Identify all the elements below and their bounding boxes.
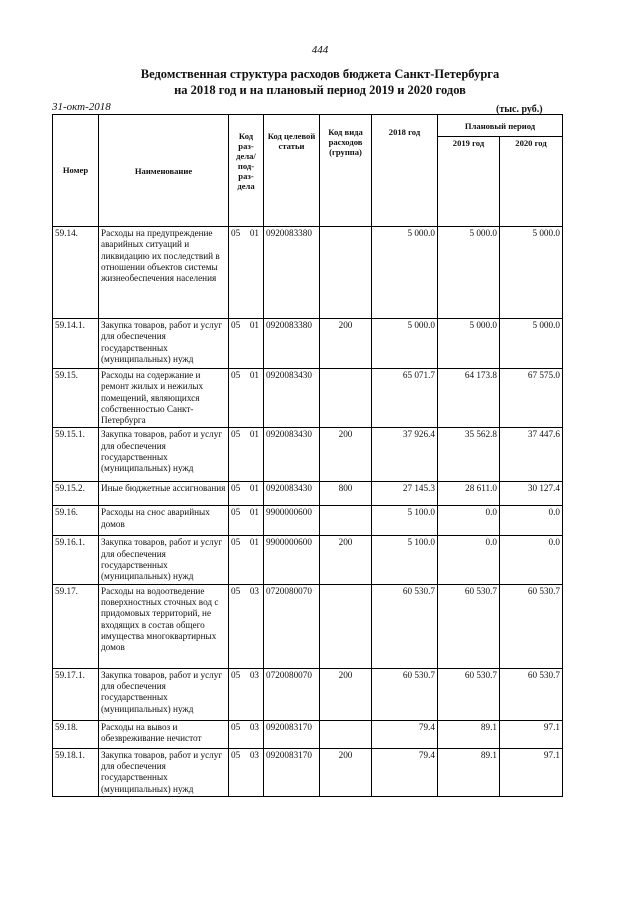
row-expense-type: 800 [320, 482, 372, 506]
table-row [53, 668, 563, 720]
row-section-code: 05 [231, 429, 241, 440]
row-target: 0920083380 [264, 227, 320, 319]
row-2019: 89.1 [438, 748, 500, 796]
row-target: 0920083430 [264, 482, 320, 506]
row-section-code: 05 [231, 507, 241, 518]
page-title [0, 66, 640, 98]
row-name: Закупка товаров, работ и услуг для обеспечения государственных (муниципальных) нужд [99, 748, 229, 796]
row-name: Закупка товаров, работ и услуг для обеспечения государственных (муниципальных) нужд [99, 536, 229, 584]
row-target: 0720080070 [264, 668, 320, 720]
row-name: Расходы на вывоз и обезвреживание нечистот [99, 720, 229, 748]
row-section [229, 506, 264, 536]
row-2019: 28 611.0 [438, 482, 500, 506]
row-2018: 60 530.7 [372, 668, 438, 720]
row-number: 59.16.1. [53, 536, 99, 584]
row-2020: 5 000.0 [500, 319, 563, 369]
title-line-1: Ведомственная структура расходов бюджета Санкт-Петербурга [140, 67, 500, 81]
row-2018: 5 100.0 [372, 506, 438, 536]
row-2020: 67 575.0 [500, 369, 563, 428]
row-2019: 60 530.7 [438, 584, 500, 668]
row-expense-type: 200 [320, 428, 372, 482]
row-2018: 65 071.7 [372, 369, 438, 428]
row-expense-type [320, 506, 372, 536]
row-target: 9900000600 [264, 506, 320, 536]
row-subsection-code: 03 [249, 721, 259, 732]
row-subsection-code: 03 [249, 585, 259, 596]
row-name: Расходы на водоотведение поверхностных сточных вод с придомовых территорий, не входящих в состав общего имущества многоквартирных домов [99, 584, 229, 668]
row-expense-type [320, 720, 372, 748]
row-name: Закупка товаров, работ и услуг для обеспечения государственных (муниципальных) нужд [99, 428, 229, 482]
row-name: Закупка товаров, работ и услуг для обеспечения государственных (муниципальных) нужд [99, 319, 229, 369]
row-2019: 0.0 [438, 506, 500, 536]
row-number: 59.14.1. [53, 319, 99, 369]
row-subsection-code: 03 [249, 669, 259, 680]
row-section [229, 319, 264, 369]
budget-table [52, 114, 563, 797]
header-2019: 2019 год [438, 137, 500, 227]
row-section [229, 482, 264, 506]
row-number: 59.15. [53, 369, 99, 428]
row-section [229, 720, 264, 748]
table-row [53, 428, 563, 482]
row-2019: 0.0 [438, 536, 500, 584]
row-2018: 5 100.0 [372, 536, 438, 584]
header-section: Код раз-дела/ под-раз-дела [229, 115, 264, 227]
row-expense-type [320, 584, 372, 668]
header-target: Код целевой статьи [264, 115, 320, 227]
header-2020: 2020 год [500, 137, 563, 227]
row-2019: 60 530.7 [438, 668, 500, 720]
row-name: Расходы на предупреждение аварийных ситуаций и ликвидацию их последствий в отношении объектов системы жизнеобеспечения населения [99, 227, 229, 319]
row-2020: 37 447.6 [500, 428, 563, 482]
row-section-code: 05 [231, 721, 241, 732]
row-2020: 5 000.0 [500, 227, 563, 319]
row-2020: 0.0 [500, 536, 563, 584]
row-2018: 5 000.0 [372, 319, 438, 369]
page-number: 444 [311, 44, 329, 56]
row-subsection-code: 01 [249, 228, 259, 238]
header-2018: 2018 год [372, 115, 438, 227]
row-target: 0920083430 [264, 369, 320, 428]
header-name: Наименование [99, 115, 229, 227]
row-2018: 37 926.4 [372, 428, 438, 482]
table-row [53, 748, 563, 796]
table-row [53, 720, 563, 748]
row-expense-type: 200 [320, 668, 372, 720]
row-section-code: 05 [231, 320, 241, 330]
row-number: 59.15.2. [53, 482, 99, 506]
table-row [53, 319, 563, 369]
row-2018: 5 000.0 [372, 227, 438, 319]
row-2018: 79.4 [372, 720, 438, 748]
row-section-code: 05 [231, 370, 241, 380]
row-number: 59.18. [53, 720, 99, 748]
header-number: Номер [53, 115, 99, 227]
row-expense-type [320, 227, 372, 319]
row-number: 59.17.1. [53, 668, 99, 720]
row-2019: 89.1 [438, 720, 500, 748]
row-section-code: 05 [231, 669, 241, 680]
row-section [229, 428, 264, 482]
row-number: 59.15.1. [53, 428, 99, 482]
row-2018: 79.4 [372, 748, 438, 796]
row-2020: 60 530.7 [500, 668, 563, 720]
row-number: 59.14. [53, 227, 99, 319]
row-section-code: 05 [231, 585, 241, 596]
table-row [53, 536, 563, 584]
row-target: 0920083170 [264, 748, 320, 796]
row-subsection-code: 03 [249, 749, 259, 760]
row-section-code: 05 [231, 483, 241, 494]
row-expense-type [320, 369, 372, 428]
row-target: 0920083430 [264, 428, 320, 482]
row-target: 9900000600 [264, 536, 320, 584]
row-2018: 60 530.7 [372, 584, 438, 668]
row-2019: 5 000.0 [438, 319, 500, 369]
row-target: 0720080070 [264, 584, 320, 668]
report-date: 31-окт-2018 [52, 101, 111, 113]
header-planned-period: Плановый период [438, 115, 563, 137]
row-section [229, 748, 264, 796]
row-subsection-code: 01 [249, 429, 259, 440]
row-2020: 60 530.7 [500, 584, 563, 668]
row-2019: 64 173.8 [438, 369, 500, 428]
row-subsection-code: 01 [249, 507, 259, 518]
row-section [229, 369, 264, 428]
header-expense-type: Код вида расходов (группа) [320, 115, 372, 227]
row-expense-type: 200 [320, 748, 372, 796]
row-subsection-code: 01 [249, 483, 259, 494]
row-2020: 97.1 [500, 720, 563, 748]
row-name: Расходы на содержание и ремонт жилых и нежилых помещений, являющихся собственностью Санкт-Петербурга [99, 369, 229, 428]
row-2019: 5 000.0 [438, 227, 500, 319]
row-name: Иные бюджетные ассигнования [99, 482, 229, 506]
table-row [53, 584, 563, 668]
table-row [53, 369, 563, 428]
row-2020: 30 127.4 [500, 482, 563, 506]
row-expense-type: 200 [320, 319, 372, 369]
row-section-code: 05 [231, 228, 241, 238]
row-2020: 0.0 [500, 506, 563, 536]
row-2018: 27 145.3 [372, 482, 438, 506]
row-target: 0920083170 [264, 720, 320, 748]
row-section [229, 584, 264, 668]
row-subsection-code: 01 [249, 320, 259, 330]
row-name: Закупка товаров, работ и услуг для обеспечения государственных (муниципальных) нужд [99, 668, 229, 720]
title-line-2: на 2018 год и на плановый период 2019 и 2020 годов [174, 83, 466, 97]
row-2020: 97.1 [500, 748, 563, 796]
row-name: Расходы на снос аварийных домов [99, 506, 229, 536]
row-number: 59.18.1. [53, 748, 99, 796]
row-section [229, 536, 264, 584]
row-section-code: 05 [231, 537, 241, 548]
row-2019: 35 562.8 [438, 428, 500, 482]
row-expense-type: 200 [320, 536, 372, 584]
row-number: 59.16. [53, 506, 99, 536]
row-target: 0920083380 [264, 319, 320, 369]
table-row [53, 482, 563, 506]
row-number: 59.17. [53, 584, 99, 668]
table-row [53, 506, 563, 536]
row-section [229, 227, 264, 319]
row-section [229, 668, 264, 720]
units-label: (тыс. руб.) [496, 104, 543, 115]
table-row [53, 227, 563, 319]
row-subsection-code: 01 [249, 370, 259, 380]
row-section-code: 05 [231, 749, 241, 760]
row-subsection-code: 01 [249, 537, 259, 548]
